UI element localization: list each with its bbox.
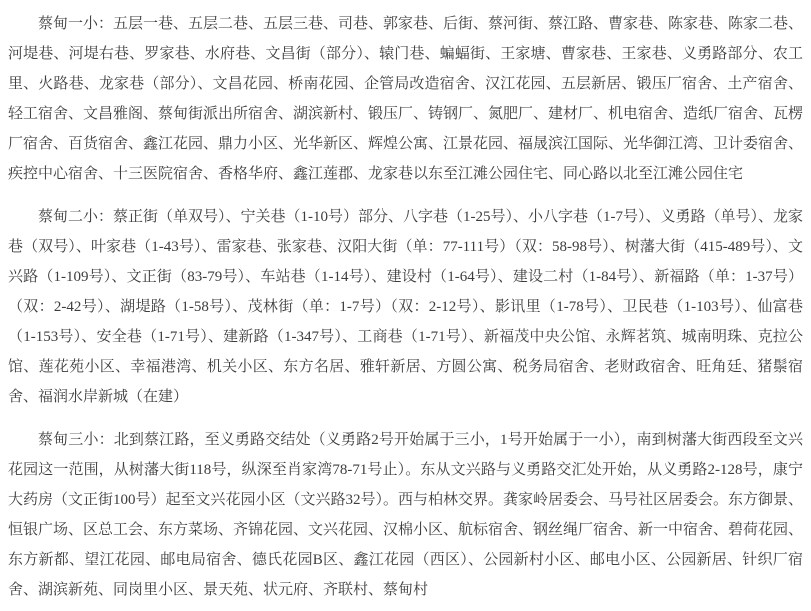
paragraph-caidian-primary-2: 蔡甸二小：蔡正街（单双号）、宁关巷（1-10号）部分、八字巷（1-25号）、小八字巷（1-7号）、义勇路（单号）、龙家巷（双号）、叶家巷（1-43号）、雷家巷、张家巷、汉阳大街（单：77-111号）（双：58-98号）、树藩大街（415-489号）、文兴路（1-109号）、文正街（83-79号）、车站巷（1-14号）、建设村（1-64号）、建设二村（1-84号）、新福路（单：1-37号）（双：2-42号）、湖堤路（1-58号）、茂林街（单：1-7号）（双：2-12号）、影讯里（1-78号）、卫民巷（1-103号）、仙富巷（1-153号）、安全巷（1-71号）、建新路（1-347号）、工商巷（1-71号）、新福茂中央公馆、永辉茗筑、城南明珠、克拉公馆、莲花苑小区、幸福港湾、机关小区、东方名居、雅轩新居、方圆公寓、税务局宿舍、老财政宿舍、旺角廷、猪鬃宿舍、福润水岸新城（在建） bbox=[8, 209, 803, 405]
paragraph-caidian-primary-3: 蔡甸三小：北到蔡江路，至义勇路交结处（义勇路2号开始属于三小，1号开始属于一小），南到树藩大街西段至文兴花园这一范围，从树藩大街118号，纵深至肖家湾78-71号止）。东从文兴路与义勇路交汇处开始，从义勇路2-128号，康宁大药房（文正街100号）起至文兴花园小区（文兴路32号）。西与柏林交界。龚家岭居委会、马号社区居委会。东方御景、恒银广场、区总工会、东方菜场、齐锦花园、文兴花园、汉棉小区、航标宿舍、钢丝绳厂宿舍、新一中宿舍、碧荷花园、东方新都、望江花园、邮电局宿舍、德氏花园B区、鑫江花园（西区）、公园新村小区、邮电小区、公园新居、针织厂宿舍、湖滨新苑、同岗里小区、景天苑、状元府、齐联村、蔡甸村 bbox=[8, 432, 804, 598]
paragraph-caidian-primary-1: 蔡甸一小：五层一巷、五层二巷、五层三巷、司巷、郭家巷、后街、蔡河街、蔡江路、曹家巷、陈家巷、陈家二巷、河堤巷、河堤右巷、罗家巷、水府巷、文昌街（部分）、辕门巷、蝙蝠街、王家塘、曹家巷、王家巷、义勇路部分、农工里、火路巷、龙家巷（部分）、文昌花园、桥南花园、企管局改造宿舍、汉江花园、五层新居、锻压厂宿舍、土产宿舍、轻工宿舍、文昌雅阁、蔡甸街派出所宿舍、湖滨新村、锻压厂、铸钢厂、氮肥厂、建材厂、机电宿舍、造纸厂宿舍、瓦楞厂宿舍、百货宿舍、鑫江花园、鼎力小区、光华新区、辉煌公寓、江景花园、福晟滨江国际、光华御江湾、卫计委宿舍、疾控中心宿舍、十三医院宿舍、香格华府、鑫江莲郡、龙家巷以东至江滩公园住宅、同心路以北至江滩公园住宅 bbox=[8, 16, 804, 182]
school-district-document bbox=[8, 9, 803, 605]
